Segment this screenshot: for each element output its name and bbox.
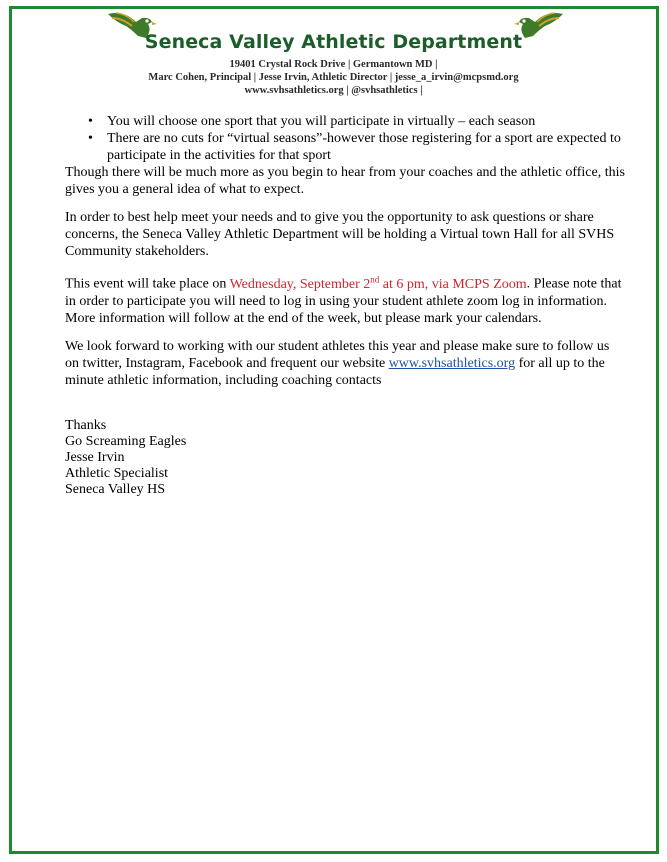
bullet-icon: • — [88, 114, 93, 129]
signature-block — [65, 417, 625, 497]
event-date: Wednesday, September 2nd at 6 pm, via MCPS Zoom — [229, 274, 527, 292]
signoff-line: Seneca Valley HS — [65, 481, 166, 497]
list-item: • You will choose one sport that you will participate in virtually – each season — [88, 114, 536, 129]
header-web: www.svhsathletics.org | @svhsathletics | — [244, 85, 423, 96]
signoff-line: Go Screaming Eagles — [65, 433, 187, 449]
paragraph: Though there will be much more as you begin to hear from your coaches and the athletic office, this gives you a general idea of what to expect. — [65, 165, 625, 197]
signoff-line: Athletic Specialist — [65, 465, 169, 481]
list-item: • There are no cuts for “virtual seasons”-however those registering for a sport are expected to participate in the activities for that sport — [88, 131, 621, 163]
paragraph: This event will take place on Wednesday, September 2nd at 6 pm, via MCPS Zoom. Please note that in order to participate you will need to log in using your student athlete zoom log in information. More information will follow at the end of the week, but please mark your calendars. — [65, 274, 622, 326]
bullet-list — [65, 113, 625, 164]
bullet-icon: • — [88, 131, 93, 146]
paragraph: In order to best help meet your needs and to give you the opportunity to ask questions or share concerns, the Seneca Valley Athletic Department will be holding a Virtual town Hall for all SVHS Community stakeholders. — [65, 210, 615, 259]
page-title: Seneca Valley Athletic Department — [144, 31, 523, 53]
website-link[interactable]: www.svhsathletics.org — [388, 355, 516, 371]
header-address: 19401 Crystal Rock Drive | Germantown MD | — [229, 59, 438, 70]
signoff-line: Jesse Irvin — [65, 449, 125, 465]
signoff-line: Thanks — [65, 417, 107, 433]
header-staff: Marc Cohen, Principal | Jesse Irvin, Athletic Director | jesse_a_irvin@mcpsmd.org — [148, 72, 519, 83]
letter-body — [65, 113, 625, 497]
paragraph: We look forward to working with our student athletes this year and please make sure to follow us on twitter, Instagram, Facebook and frequent our website www.svhsathletics.org for all up to the minute athletic information, including coaching contacts — [65, 338, 610, 388]
